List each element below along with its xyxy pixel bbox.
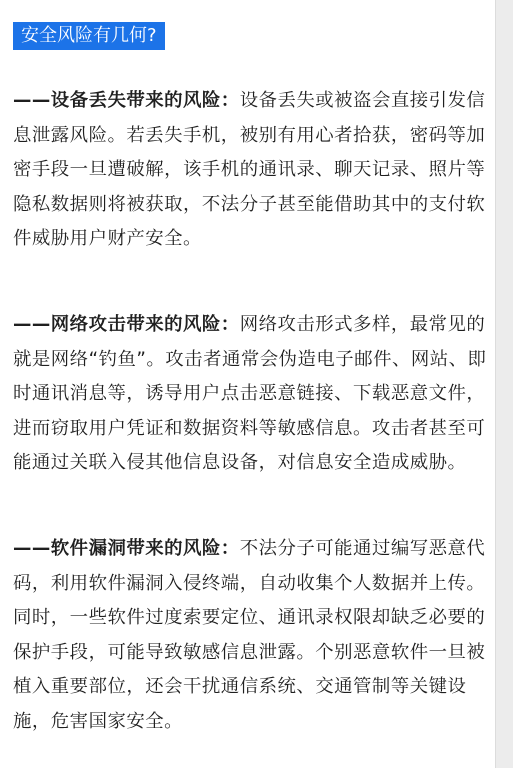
risk-body: 网络攻击形式多样，最常见的就是网络“钓鱼”。攻击者通常会伪造电子邮件、网站、即时通讯消息等，诱导用户点击恶意链接、下载恶意文件，进而窃取用户凭证和数据资料等敏感信息。攻击者甚至可能通过关联入侵其他信息设备，对信息安全造成威胁。 [13, 314, 487, 474]
risk-body: 不法分子可能通过编写恶意代码，利用软件漏洞入侵终端，自动收集个人数据并上传。同时，一些软件过度索要定位、通讯录权限却缺乏必要的保护手段，可能导致敏感信息泄露。个别恶意软件一旦被植入重要部位，还会干扰通信系统、交通管制等关键设施，危害国家安全。 [13, 538, 486, 732]
section-title-badge: 安全风险有几何? [13, 22, 165, 50]
risk-heading: ——设备丢失带来的风险： [13, 90, 240, 111]
risk-heading: ——软件漏洞带来的风险： [13, 538, 240, 559]
risk-paragraph-software-vulnerability [13, 532, 491, 740]
right-edge-strip [495, 0, 513, 768]
risk-body: 设备丢失或被盗会直接引发信息泄露风险。若丢失手机，被别有用心者拾获，密码等加密手段一旦遭破解，该手机的通讯录、聊天记录、照片等隐私数据则将被获取，不法分子甚至能借助其中的支付软件威胁用户财产安全。 [13, 90, 486, 250]
risk-paragraph-network-attack [13, 308, 491, 481]
risk-paragraph-device-loss [13, 84, 491, 257]
risk-heading: ——网络攻击带来的风险： [13, 314, 240, 335]
